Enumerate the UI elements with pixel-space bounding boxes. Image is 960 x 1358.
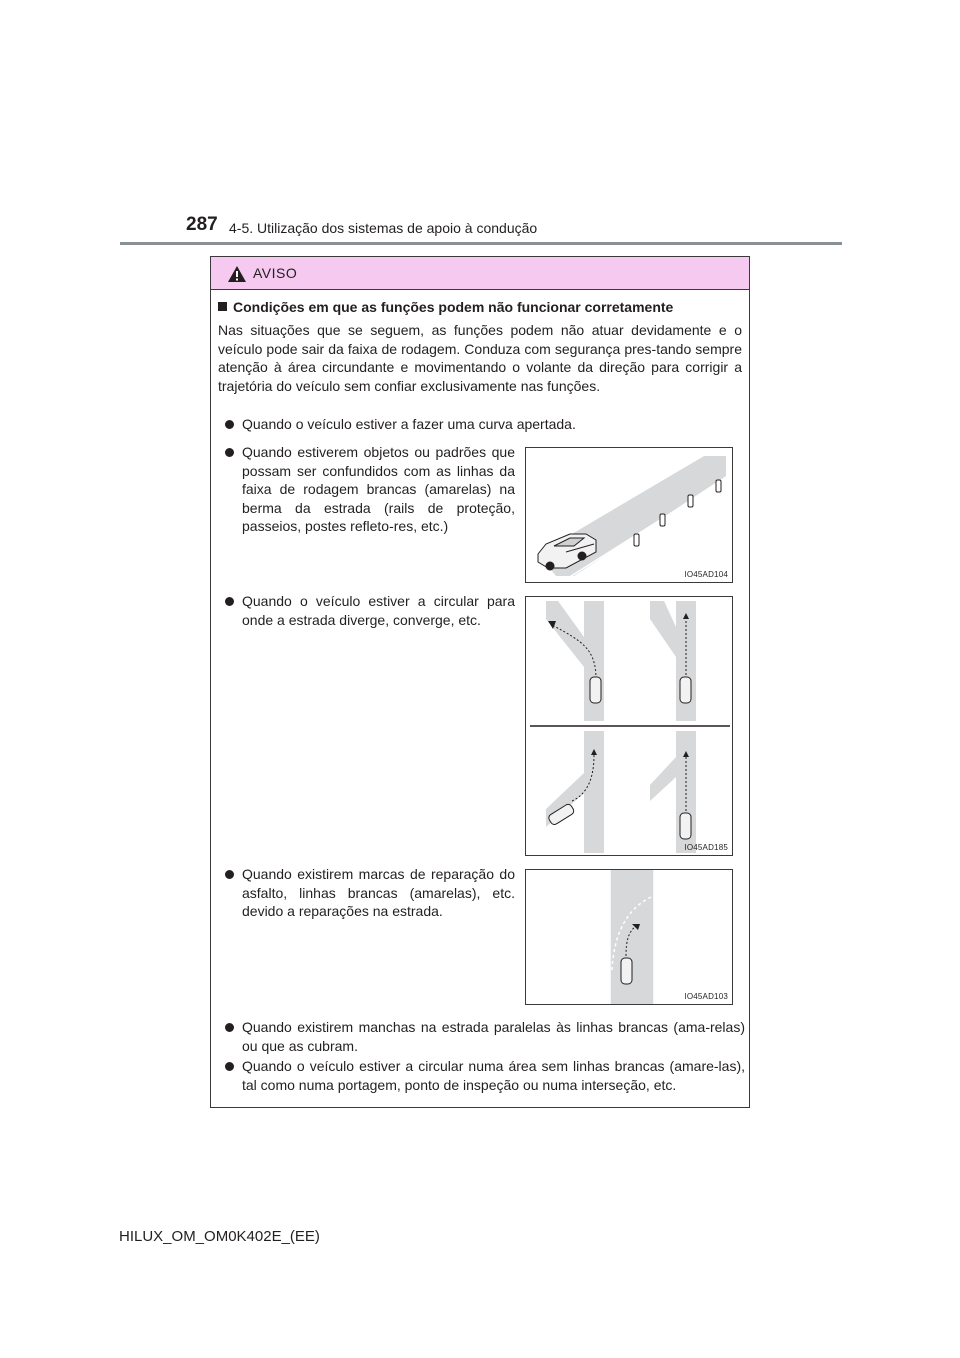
bullet-item <box>225 1057 745 1094</box>
bullet-item <box>225 1018 745 1055</box>
manual-code-footer: HILUX_OM_OM0K402E_(EE) <box>119 1228 320 1245</box>
bullet-dot-icon <box>225 1023 234 1032</box>
figure-code: IO45AD103 <box>684 992 728 1001</box>
figure-code: IO45AD104 <box>684 570 728 579</box>
warning-label: AVISO <box>253 265 298 281</box>
warning-heading-text: Condições em que as funções podem não funcionar corretamente <box>233 299 674 315</box>
bullet-dot-icon <box>225 870 234 879</box>
bullet-text: Quando estiverem objetos ou padrões que possam ser confundidos com as linhas da faixa de rodagem brancas (amarelas) na berma da estrada (rails de proteção, passeios, postes refleto-res, etc.) <box>242 444 515 534</box>
warning-header <box>211 257 749 290</box>
bullet-text: Quando o veículo estiver a circular numa área sem linhas brancas (amare-las), tal como numa portagem, ponto de inspeção ou numa interseção, etc. <box>242 1058 745 1093</box>
bullet-dot-icon <box>225 1062 234 1071</box>
header-divider <box>120 242 842 245</box>
bullet-dot-icon <box>225 420 234 429</box>
bullet-text: Quando o veículo estiver a circular para onde a estrada diverge, converge, etc. <box>242 593 515 628</box>
warning-intro: Nas situações que se seguem, as funções podem não atuar devidamente e o veículo pode sair da faixa de rodagem. Conduza com segurança pres-tando sempre atenção à área circundante e movimentando o volante da direção para corrigir a trajetória do veículo sem confiar exclusivamente nas funções. <box>218 322 742 394</box>
warning-triangle-icon <box>227 265 247 283</box>
bullet-text: Quando existirem manchas na estrada paralelas às linhas brancas (ama-relas) ou que as cubram. <box>242 1019 745 1054</box>
warning-heading <box>218 299 673 315</box>
bullet-dot-icon <box>225 597 234 606</box>
road-repair-marks-illustration <box>526 870 733 1005</box>
bullet-item <box>225 592 515 629</box>
square-bullet-icon <box>218 302 227 311</box>
bullet-item <box>225 443 515 536</box>
section-title: 4-5. Utilização dos sistemas de apoio à condução <box>229 220 538 236</box>
page-number: 287 <box>186 214 218 235</box>
figure-diverging-roads <box>525 596 733 856</box>
figure-code: IO45AD185 <box>684 843 728 852</box>
bullet-item <box>225 415 745 434</box>
bullet-text: Quando o veículo estiver a fazer uma curva apertada. <box>242 416 576 432</box>
bullet-item <box>225 865 515 921</box>
figure-road-repair <box>525 869 733 1005</box>
bullet-text: Quando existirem marcas de reparação do asfalto, linhas brancas (amarelas), etc. devido a reparações na estrada. <box>242 866 515 919</box>
bullet-dot-icon <box>225 448 234 457</box>
car-beside-reflector-posts-illustration <box>526 448 733 583</box>
warning-box <box>210 256 750 1108</box>
diverging-converging-roads-illustration <box>526 597 733 856</box>
figure-reflector-posts <box>525 447 733 583</box>
